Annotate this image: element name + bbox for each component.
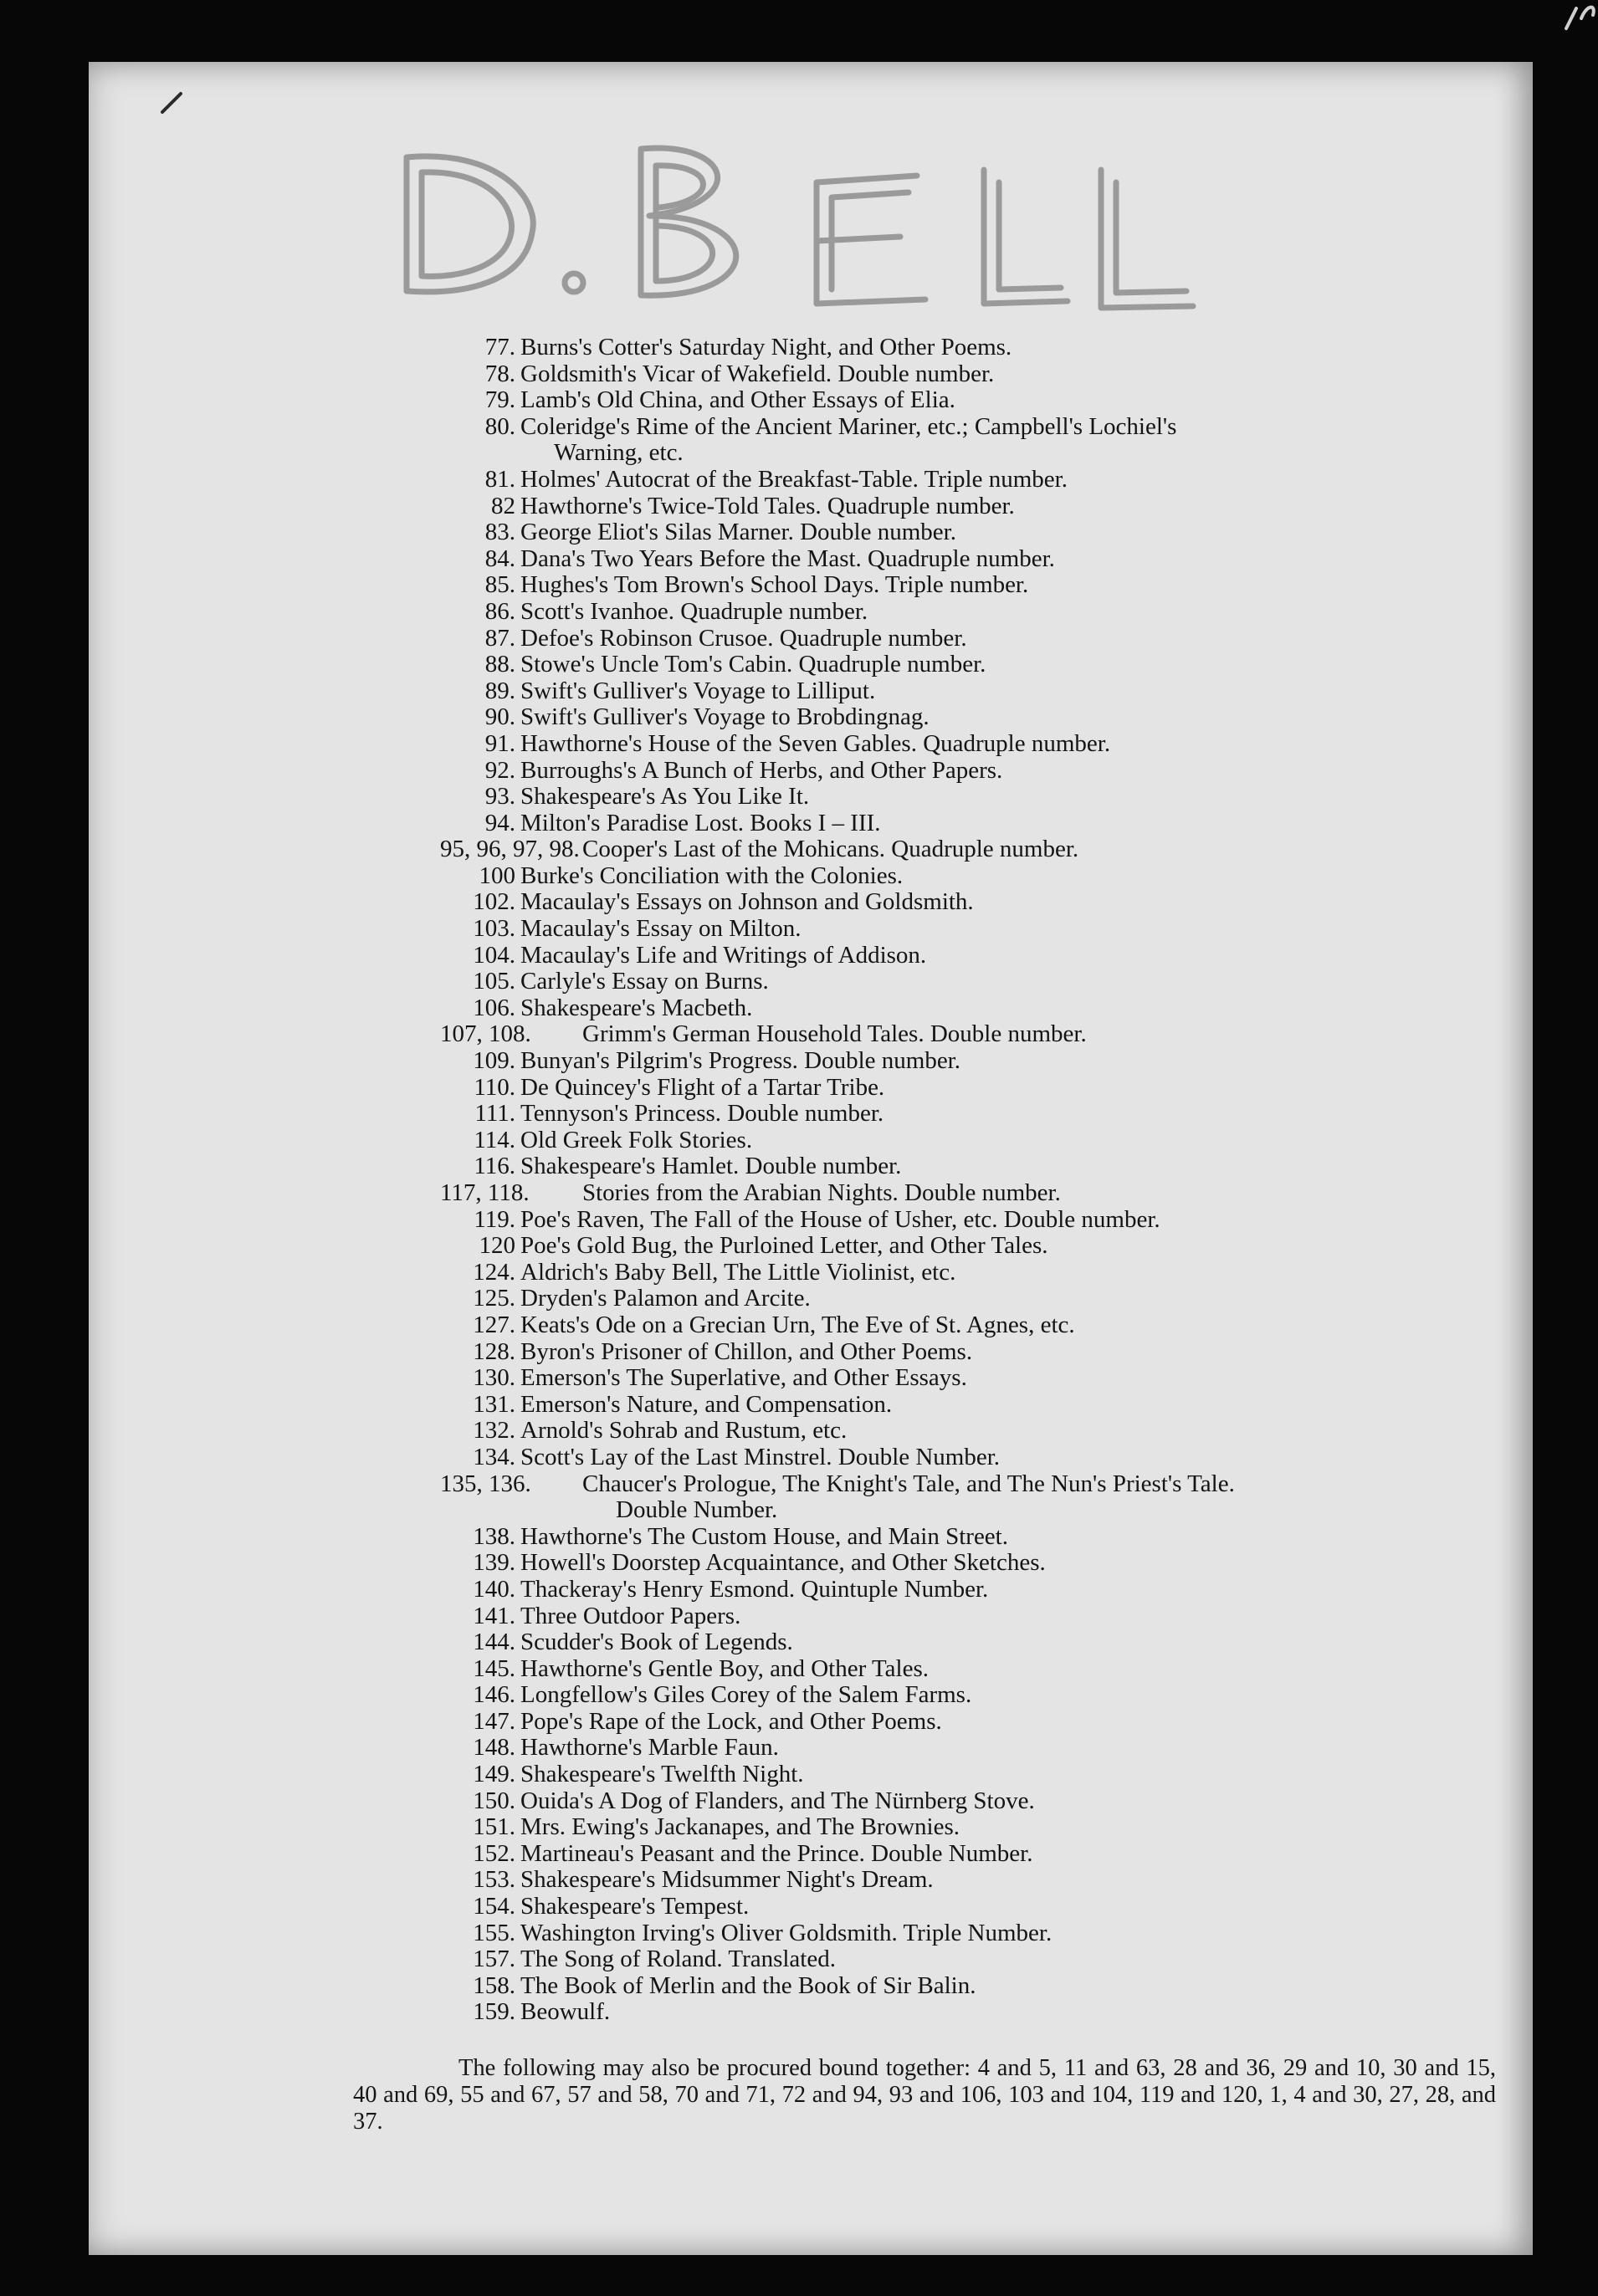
entry-title (520, 1312, 1075, 1339)
entry-number: 83. (484, 519, 515, 546)
entry-title-text: Macaulay's Essay on Milton. (520, 915, 802, 943)
entry-title-text: Grimm's German Household Tales. Double number. (582, 1020, 1087, 1048)
entry-title-text: Hawthorne's Gentle Boy, and Other Tales. (520, 1654, 930, 1682)
catalog-entry (89, 1312, 1533, 1339)
entry-title (520, 546, 1055, 573)
catalog-entry (89, 1207, 1533, 1234)
entry-title (520, 758, 1002, 785)
entry-title (520, 969, 769, 995)
entry-number: 106. (473, 994, 515, 1021)
entry-number: 84. (484, 545, 515, 572)
entry-title-text: Chaucer's Prologue, The Knight's Tale, and The Nun's Priest's Tale. (582, 1470, 1235, 1497)
entry-title-text: Shakespeare's As You Like It. (520, 783, 810, 811)
catalog-entry (89, 467, 1533, 493)
entry-title (520, 626, 967, 652)
catalog-entry (89, 546, 1533, 573)
entry-number: 119. (474, 1205, 515, 1233)
catalog-entry (89, 1075, 1533, 1102)
entry-number: 147. (473, 1707, 515, 1735)
entry-number: 81. (484, 465, 515, 493)
entry-title-text: Holmes' Autocrat of the Breakfast-Table. Triple number. (520, 465, 1068, 493)
entry-title-text: Arnold's Sohrab and Rustum, etc. (520, 1417, 848, 1445)
entry-number: 135, 136. (440, 1470, 531, 1497)
entry-title-text: Martineau's Peasant and the Prince. Double Number. (520, 1839, 1033, 1867)
entry-title-text: Bunyan's Pilgrim's Progress. Double number. (520, 1047, 960, 1075)
entry-title-text: Beowulf. (520, 1998, 611, 2026)
entry-title-text: Byron's Prisoner of Chillon, and Other Poems. (520, 1337, 973, 1365)
entry-title-text: Cooper's Last of the Mohicans. Quadruple number. (582, 836, 1079, 863)
entry-title (520, 1788, 1035, 1815)
catalog-entry (89, 361, 1533, 388)
entry-number: 151. (473, 1813, 515, 1841)
entry-title (520, 335, 1012, 361)
bound-together-note: The following may also be procured bound together: 4 and 5, 11 and 63, 28 and 36, 29 and 10, 30 and 15, 40 and 69, 55 and 67, 57 and 58, 70 and 71, 72 and 94, 93 and 106, 103 and 104, 119 and 120, 1, 4 and 30, 27, 28, and 37. (353, 2054, 1496, 2135)
entry-number: 88. (484, 651, 515, 678)
entry-number: 152. (473, 1839, 515, 1867)
entry-title (520, 1603, 740, 1630)
entry-title (520, 1418, 847, 1445)
entry-title (520, 1392, 892, 1419)
entry-title (520, 1260, 955, 1286)
entry-number: 140. (473, 1575, 515, 1603)
entry-number: 158. (473, 1971, 515, 1999)
catalog-entry (89, 1260, 1533, 1286)
entry-title-text: Ouida's A Dog of Flanders, and The Nürnberg Stove. (520, 1787, 1035, 1814)
entry-number: 111. (474, 1100, 515, 1128)
entry-number: 79. (484, 386, 515, 414)
entry-number: 146. (473, 1681, 515, 1709)
catalog-entry (89, 1392, 1533, 1419)
catalog-entry (89, 599, 1533, 626)
entry-title-text: Aldrich's Baby Bell, The Little Violinist, etc. (520, 1258, 956, 1286)
entry-title-text: Lamb's Old China, and Other Essays of Elia. (520, 386, 955, 414)
entry-title-continuation: Warning, etc. (554, 439, 684, 467)
entry-title (520, 1286, 811, 1312)
catalog-entry (89, 1445, 1533, 1471)
entry-title-text: The Book of Merlin and the Book of Sir Balin. (520, 1971, 976, 1999)
entry-title (520, 1524, 1008, 1551)
entry-title (520, 1365, 967, 1392)
entry-number: 107, 108. (440, 1020, 531, 1048)
entry-title (520, 1445, 1000, 1471)
entry-title (520, 572, 1028, 599)
entry-title-text: Thackeray's Henry Esmond. Quintuple Number. (520, 1575, 989, 1603)
catalog-entry (89, 1656, 1533, 1683)
catalog-entry (89, 969, 1533, 995)
entry-title-text: Scudder's Book of Legends. (520, 1629, 793, 1656)
catalog-entry (89, 731, 1533, 758)
entry-number: 125. (473, 1285, 515, 1312)
catalog-entry (89, 1709, 1533, 1736)
entry-title (520, 1894, 749, 1920)
entry-title (520, 1867, 934, 1894)
entry-title-text: Coleridge's Rime of the Ancient Mariner, etc.; Campbell's Lochiel's (520, 412, 1177, 440)
entry-title (520, 1735, 779, 1762)
entry-title-text: Mrs. Ewing's Jackanapes, and The Brownies. (520, 1813, 960, 1841)
entry-number: 95, 96, 97, 98. (440, 836, 580, 863)
catalog-entry (89, 1920, 1533, 1947)
catalog-entry (89, 863, 1533, 890)
entry-title-text: Burroughs's A Bunch of Herbs, and Other Papers. (520, 756, 1003, 784)
catalog-entry (89, 1682, 1533, 1709)
entry-title-text: Goldsmith's Vicar of Wakefield. Double number. (520, 360, 995, 387)
catalog-entry (89, 519, 1533, 546)
entry-title-text: Macaulay's Life and Writings of Addison. (520, 941, 927, 969)
entry-number: 93. (484, 783, 515, 811)
entry-title (582, 1021, 1087, 1048)
entry-title-text: Old Greek Folk Stories. (520, 1126, 753, 1153)
entry-title-text: Pope's Rape of the Lock, and Other Poems. (520, 1707, 942, 1735)
catalog-entry (89, 1418, 1533, 1445)
catalog-entry (89, 1814, 1533, 1841)
entry-title (520, 916, 801, 943)
entry-title-text: Shakespeare's Tempest. (520, 1893, 750, 1920)
entry-title-text: Poe's Gold Bug, the Purloined Letter, and Other Tales. (520, 1232, 1048, 1260)
entry-number: 102. (473, 888, 515, 916)
catalog-entry (89, 572, 1533, 599)
entry-title (520, 361, 994, 388)
entry-title (520, 995, 752, 1022)
entry-title-text: Stowe's Uncle Tom's Cabin. Quadruple number. (520, 651, 986, 678)
entry-title-text: Stories from the Arabian Nights. Double number. (582, 1179, 1061, 1206)
entry-title-text: Shakespeare's Macbeth. (520, 994, 753, 1021)
entry-title-text: De Quincey's Flight of a Tartar Tribe. (520, 1073, 885, 1101)
entry-title (520, 1656, 929, 1683)
entry-number: 144. (473, 1629, 515, 1656)
entry-title (520, 1207, 1160, 1234)
entry-title-text: Hawthorne's The Custom House, and Main Street. (520, 1522, 1008, 1550)
entry-title-text: Emerson's The Superlative, and Other Essays. (520, 1364, 967, 1392)
margin-pencil-mark (156, 90, 189, 115)
catalog-entry (89, 678, 1533, 705)
entry-title-text: Longfellow's Giles Corey of the Salem Farms. (520, 1681, 972, 1709)
entry-title-text: Swift's Gulliver's Voyage to Lilliput. (520, 677, 876, 704)
entry-title (582, 1180, 1061, 1207)
entry-number: 150. (473, 1787, 515, 1814)
entry-number: 134. (473, 1443, 515, 1470)
entry-title-text: The Song of Roland. Translated. (520, 1946, 836, 1973)
entry-title (520, 493, 1015, 520)
entry-title (520, 1153, 901, 1180)
entry-number: 131. (473, 1390, 515, 1418)
catalog-entry (89, 916, 1533, 943)
entry-title (520, 784, 809, 811)
catalog-entry (89, 943, 1533, 969)
entry-title (520, 1101, 884, 1128)
entry-title (520, 652, 986, 678)
entry-title (520, 1709, 942, 1736)
entry-number: 87. (484, 624, 515, 652)
entry-number: 77. (484, 334, 515, 361)
catalog-entry (89, 387, 1533, 414)
entry-number: 89. (484, 677, 515, 704)
entry-number: 138. (473, 1522, 515, 1550)
entry-number: 91. (484, 729, 515, 757)
entry-number: 90. (484, 703, 515, 731)
catalog-entry (89, 811, 1533, 837)
catalog-entry (89, 1471, 1533, 1524)
catalog-entry (89, 1550, 1533, 1577)
catalog-entry (89, 1128, 1533, 1154)
entry-number: 153. (473, 1866, 515, 1894)
catalog-entry (89, 335, 1533, 361)
entry-title-text: Defoe's Robinson Crusoe. Quadruple number. (520, 624, 967, 652)
entry-title (520, 1682, 971, 1709)
catalog-entry (89, 1629, 1533, 1656)
entry-number: 148. (473, 1734, 515, 1762)
catalog-entry (89, 1048, 1533, 1075)
entry-title-continuation: Double Number. (616, 1496, 778, 1524)
entry-number: 92. (484, 756, 515, 784)
entry-title (520, 1762, 804, 1788)
catalog-entry (89, 493, 1533, 520)
entry-title-text: Macaulay's Essays on Johnson and Goldsmith. (520, 888, 974, 916)
catalog-entry (89, 1524, 1533, 1551)
entry-title-text: Carlyle's Essay on Burns. (520, 968, 769, 995)
entry-title (520, 1339, 972, 1366)
entry-title (520, 1973, 976, 2000)
entry-title-text: Hawthorne's Marble Faun. (520, 1734, 779, 1762)
catalog-entry (89, 1735, 1533, 1762)
entry-title (582, 1471, 1553, 1524)
catalog-entry (89, 1867, 1533, 1894)
entry-title (520, 1629, 793, 1656)
handwritten-signature (373, 124, 1260, 325)
entry-title-text: Milton's Paradise Lost. Books I – III. (520, 809, 881, 836)
entry-number: 141. (473, 1602, 515, 1629)
entry-title (520, 731, 1110, 758)
entry-title (520, 1233, 1048, 1260)
entry-title (520, 811, 881, 837)
entry-number: 86. (484, 597, 515, 625)
catalog-page (89, 62, 1533, 2255)
entry-title-text: Hawthorne's House of the Seven Gables. Quadruple number. (520, 729, 1111, 757)
entry-title-text: Shakespeare's Twelfth Night. (520, 1761, 804, 1788)
entry-title-text: Emerson's Nature, and Compensation. (520, 1390, 893, 1418)
entry-title (520, 1550, 1046, 1577)
entry-title (520, 1814, 960, 1841)
entry-title (520, 1999, 610, 2026)
catalog-entry (89, 784, 1533, 811)
entry-title (520, 599, 868, 626)
entry-title-text: Burns's Cotter's Saturday Night, and Other Poems. (520, 334, 1012, 361)
catalog-entry (89, 1973, 1533, 2000)
catalog-entry (89, 414, 1533, 467)
entry-title (520, 387, 955, 414)
entry-number: 82 (491, 492, 515, 519)
catalog-entry (89, 1339, 1533, 1366)
entry-number: 124. (473, 1258, 515, 1286)
entry-title-text: Washington Irving's Oliver Goldsmith. Triple Number. (520, 1919, 1053, 1946)
entry-title (520, 1128, 752, 1154)
catalog-entry (89, 1153, 1533, 1180)
entry-title (520, 678, 875, 705)
entry-number: 127. (473, 1311, 515, 1338)
catalog-entry (89, 758, 1533, 785)
corner-pencil-mark (1561, 0, 1598, 33)
catalog-entry (89, 1286, 1533, 1312)
catalog-entry (89, 1180, 1533, 1207)
catalog-entry (89, 1788, 1533, 1815)
entry-number: 145. (473, 1654, 515, 1682)
entry-number: 100 (479, 862, 515, 889)
entry-number: 94. (484, 809, 515, 836)
entry-title (520, 1841, 1032, 1868)
catalog-entry (89, 626, 1533, 652)
catalog-entry (89, 1577, 1533, 1603)
catalog-entry (89, 1233, 1533, 1260)
entry-title-text: George Eliot's Silas Marner. Double number. (520, 519, 956, 546)
entry-title (520, 1920, 1052, 1947)
catalog-entry (89, 1841, 1533, 1868)
entry-title (520, 863, 903, 890)
catalog-entry (89, 652, 1533, 678)
entry-number: 85. (484, 571, 515, 599)
catalog-entry (89, 1999, 1533, 2026)
entry-number: 110. (474, 1073, 515, 1101)
entry-title-text: Dana's Two Years Before the Mast. Quadruple number. (520, 545, 1055, 572)
entry-title-text: Scott's Lay of the Last Minstrel. Double Number. (520, 1443, 1001, 1470)
entry-number: 154. (473, 1893, 515, 1920)
entry-number: 120 (479, 1232, 515, 1260)
entry-title (520, 889, 974, 916)
entry-number: 130. (473, 1364, 515, 1392)
entry-number: 116. (474, 1153, 515, 1180)
catalog-entry (89, 995, 1533, 1022)
entry-title-text: Keats's Ode on a Grecian Urn, The Eve of St. Agnes, etc. (520, 1311, 1075, 1338)
catalog-entry (89, 1365, 1533, 1392)
entry-title-text: Shakespeare's Midsummer Night's Dream. (520, 1866, 934, 1894)
entry-number: 128. (473, 1337, 515, 1365)
entry-title (520, 1577, 988, 1603)
entry-title (520, 1075, 884, 1102)
entry-number: 109. (473, 1047, 515, 1075)
entry-number: 103. (473, 915, 515, 943)
entry-title (520, 943, 926, 969)
entry-title-text: Scott's Ivanhoe. Quadruple number. (520, 597, 868, 625)
catalog-entry (89, 1894, 1533, 1920)
entry-title (520, 1048, 960, 1075)
entry-title-text: Burke's Conciliation with the Colonies. (520, 862, 904, 889)
entry-title-text: Howell's Doorstep Acquaintance, and Other Sketches. (520, 1549, 1046, 1577)
catalog-entry (89, 1603, 1533, 1630)
entry-title-text: Dryden's Palamon and Arcite. (520, 1285, 811, 1312)
entry-title (520, 519, 956, 546)
catalog-entry (89, 889, 1533, 916)
entry-number: 132. (473, 1417, 515, 1445)
entry-number: 139. (473, 1549, 515, 1577)
entry-title (520, 467, 1068, 493)
entry-title-text: Hawthorne's Twice-Told Tales. Quadruple number. (520, 492, 1015, 519)
catalog-list (89, 335, 1533, 2026)
entry-number: 105. (473, 968, 515, 995)
entry-title (582, 836, 1078, 863)
catalog-entry (89, 836, 1533, 863)
entry-number: 157. (473, 1946, 515, 1973)
entry-title-text: Shakespeare's Hamlet. Double number. (520, 1153, 902, 1180)
entry-title-text: Hughes's Tom Brown's School Days. Triple number. (520, 571, 1029, 599)
entry-title-text: Swift's Gulliver's Voyage to Brobdingnag. (520, 703, 930, 731)
catalog-entry (89, 1101, 1533, 1128)
entry-title (520, 704, 930, 731)
entry-title-text: Poe's Raven, The Fall of the House of Usher, etc. Double number. (520, 1205, 1160, 1233)
entry-number: 78. (484, 360, 515, 387)
entry-title-text: Tennyson's Princess. Double number. (520, 1100, 884, 1128)
catalog-entry (89, 1021, 1533, 1048)
entry-title (520, 1946, 836, 1973)
entry-number: 117, 118. (440, 1179, 530, 1206)
entry-number: 80. (484, 412, 515, 440)
entry-number: 114. (474, 1126, 515, 1153)
entry-title (520, 414, 1491, 467)
entry-title-text: Three Outdoor Papers. (520, 1602, 741, 1629)
entry-number: 159. (473, 1998, 515, 2026)
catalog-entry (89, 1946, 1533, 1973)
catalog-entry (89, 704, 1533, 731)
entry-number: 104. (473, 941, 515, 969)
entry-number: 155. (473, 1919, 515, 1946)
entry-number: 149. (473, 1761, 515, 1788)
catalog-entry (89, 1762, 1533, 1788)
